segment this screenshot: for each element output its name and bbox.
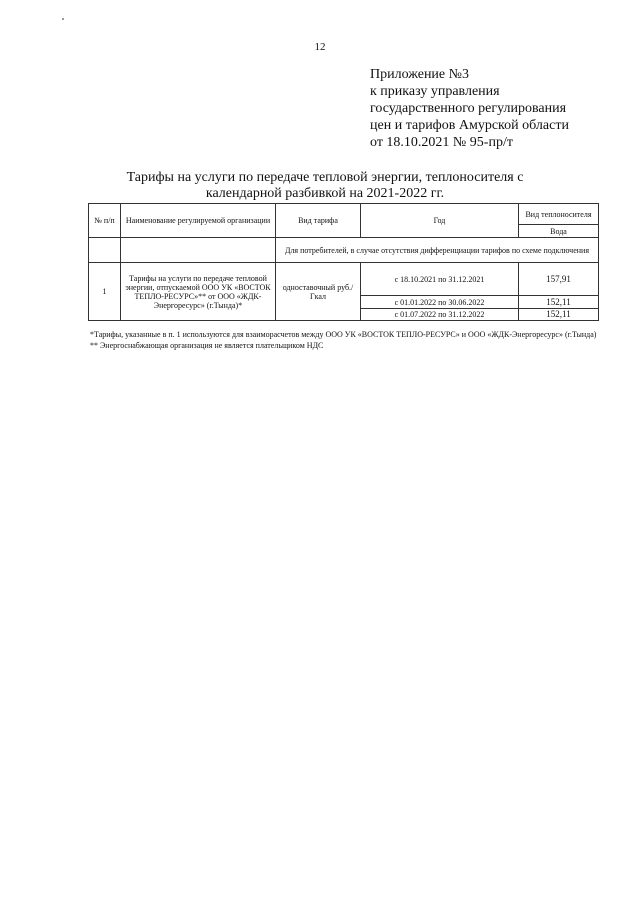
page-number: 12 xyxy=(314,41,326,53)
header-carrier: Вид теплоносителя xyxy=(519,204,599,225)
header-org: Наименование регулируемой организации xyxy=(121,204,276,238)
row-org: Тарифы на услуги по передаче тепловой энергии, отпускаемой ООО УК «ВОСТОК ТЕПЛО-РЕСУРС»** от ООО «ЖДК-Энергоресурс» (г.Тында)* xyxy=(121,263,276,321)
header-year: Год xyxy=(361,204,519,238)
row-value: 152,11 xyxy=(519,296,599,309)
header-tariff-type: Вид тарифа xyxy=(276,204,361,238)
row-period: с 01.07.2022 по 31.12.2022 xyxy=(361,309,519,321)
appendix-line: Приложение №3 xyxy=(370,67,469,82)
empty-cell xyxy=(89,238,121,263)
appendix-line: к приказу управления xyxy=(370,84,500,99)
row-value: 157,91 xyxy=(519,263,599,296)
consumers-note: Для потребителей, в случае отсутствия дифференциации тарифов по схеме подключения xyxy=(276,238,599,263)
scan-speck xyxy=(62,18,64,20)
appendix-line: цен и тарифов Амурской области xyxy=(370,118,569,133)
row-period: с 01.01.2022 по 30.06.2022 xyxy=(361,296,519,309)
appendix-header xyxy=(370,66,569,151)
row-tariff-type: одноставочный руб./Гкал xyxy=(276,263,361,321)
table-header-row xyxy=(89,204,599,225)
footnote-1: *Тарифы, указанные в п. 1 используются для взаиморасчетов между ООО УК «ВОСТОК ТЕПЛО-РЕСУРС» и ООО «ЖДК-Энергоресурс» (г.Тында) xyxy=(90,330,597,339)
appendix-line: государственного регулирования xyxy=(370,101,567,116)
header-num: № п/п xyxy=(89,204,121,238)
header-water: Вода xyxy=(519,225,599,238)
row-period: с 18.10.2021 по 31.12.2021 xyxy=(361,263,519,296)
document-title xyxy=(80,170,570,202)
footnote-2: ** Энергоснабжающая организация не является плательщиком НДС xyxy=(90,341,324,350)
appendix-line: от 18.10.2021 № 95-пр/т xyxy=(370,135,513,150)
row-num: 1 xyxy=(89,263,121,321)
tariffs-table xyxy=(88,203,599,321)
table-row xyxy=(89,263,599,296)
empty-cell xyxy=(121,238,276,263)
row-value: 152,11 xyxy=(519,309,599,321)
footnotes xyxy=(90,329,600,351)
table-note-row xyxy=(89,238,599,263)
title-line-2: календарной разбивкой на 2021-2022 гг. xyxy=(205,186,445,201)
title-line-1: Тарифы на услуги по передаче тепловой энергии, теплоносителя с xyxy=(126,170,524,185)
